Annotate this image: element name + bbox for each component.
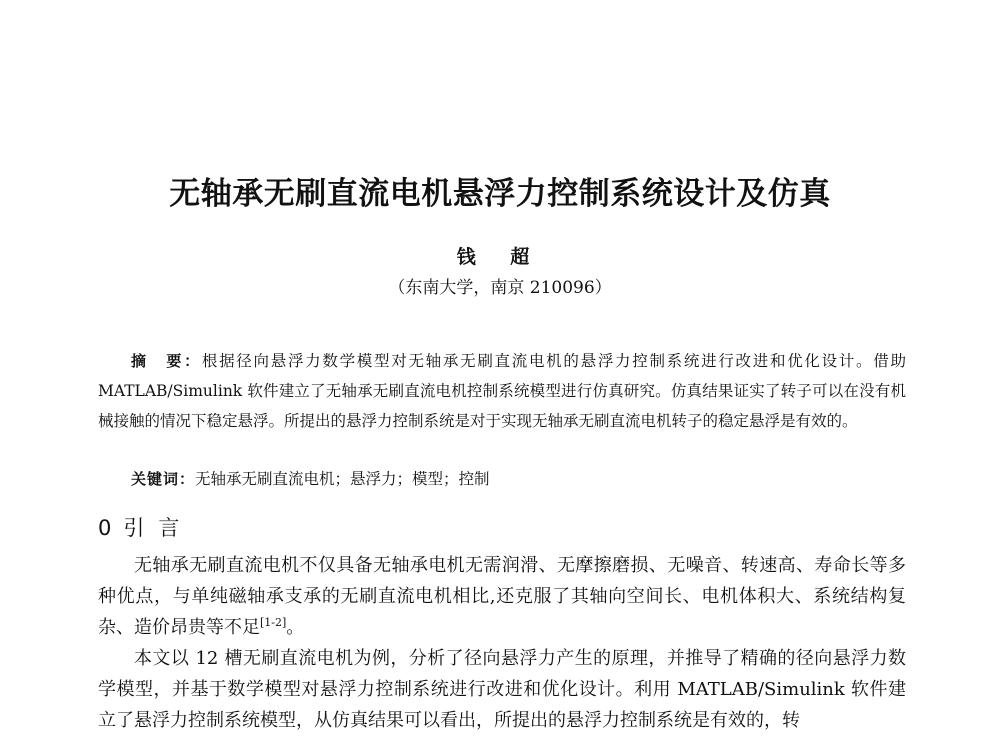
paragraph-1-end: 。 — [286, 617, 305, 638]
abstract — [98, 346, 906, 436]
paragraph-1 — [98, 550, 906, 643]
body-text — [98, 550, 906, 736]
abstract-label: 摘 要： — [131, 352, 202, 370]
keywords-text: 无轴承无刷直流电机；悬浮力；模型；控制 — [195, 470, 490, 488]
paragraph-1-text: 无轴承无刷直流电机不仅具备无轴承电机无需润滑、无摩擦磨损、无噪音、转速高、寿命长等多种优点，与单纯磁轴承支承的无刷直流电机相比,还克服了其轴向空间长、电机体积大、系统结构复杂、造价昂贵等不足 — [98, 555, 906, 638]
section-heading — [98, 513, 193, 543]
citation: [1-2] — [260, 616, 287, 629]
paragraph-2: 本文以 12 槽无刷直流电机为例，分析了径向悬浮力产生的原理，并推导了精确的径向悬浮力数学模型，并基于数学模型对悬浮力控制系统进行改进和优化设计。利用 MATLAB/Simulink 软件建立了悬浮力控制系统模型，从仿真结果可以看出，所提出的悬浮力控制系统是有效的，转 — [98, 648, 906, 731]
keywords — [131, 466, 906, 492]
author-affiliation: （东南大学，南京 210096） — [388, 278, 612, 298]
section-number: 0 — [98, 516, 112, 540]
section-title: 引言 — [123, 516, 194, 540]
keywords-label: 关键词： — [131, 470, 196, 488]
author-name: 钱 超 — [456, 246, 544, 268]
paper-title: 无轴承无刷直流电机悬浮力控制系统设计及仿真 — [169, 176, 831, 212]
abstract-text: 根据径向悬浮力数学模型对无轴承无刷直流电机的悬浮力控制系统进行改进和优化设计。借助MATLAB/Simulink 软件建立了无轴承无刷直流电机控制系统模型进行仿真研究。仿真结果证实了转子可以在没有机械接触的情况下稳定悬浮。所提出的悬浮力控制系统是对于实现无轴承无刷直流电机转子的稳定悬浮是有效的。 — [98, 352, 906, 430]
